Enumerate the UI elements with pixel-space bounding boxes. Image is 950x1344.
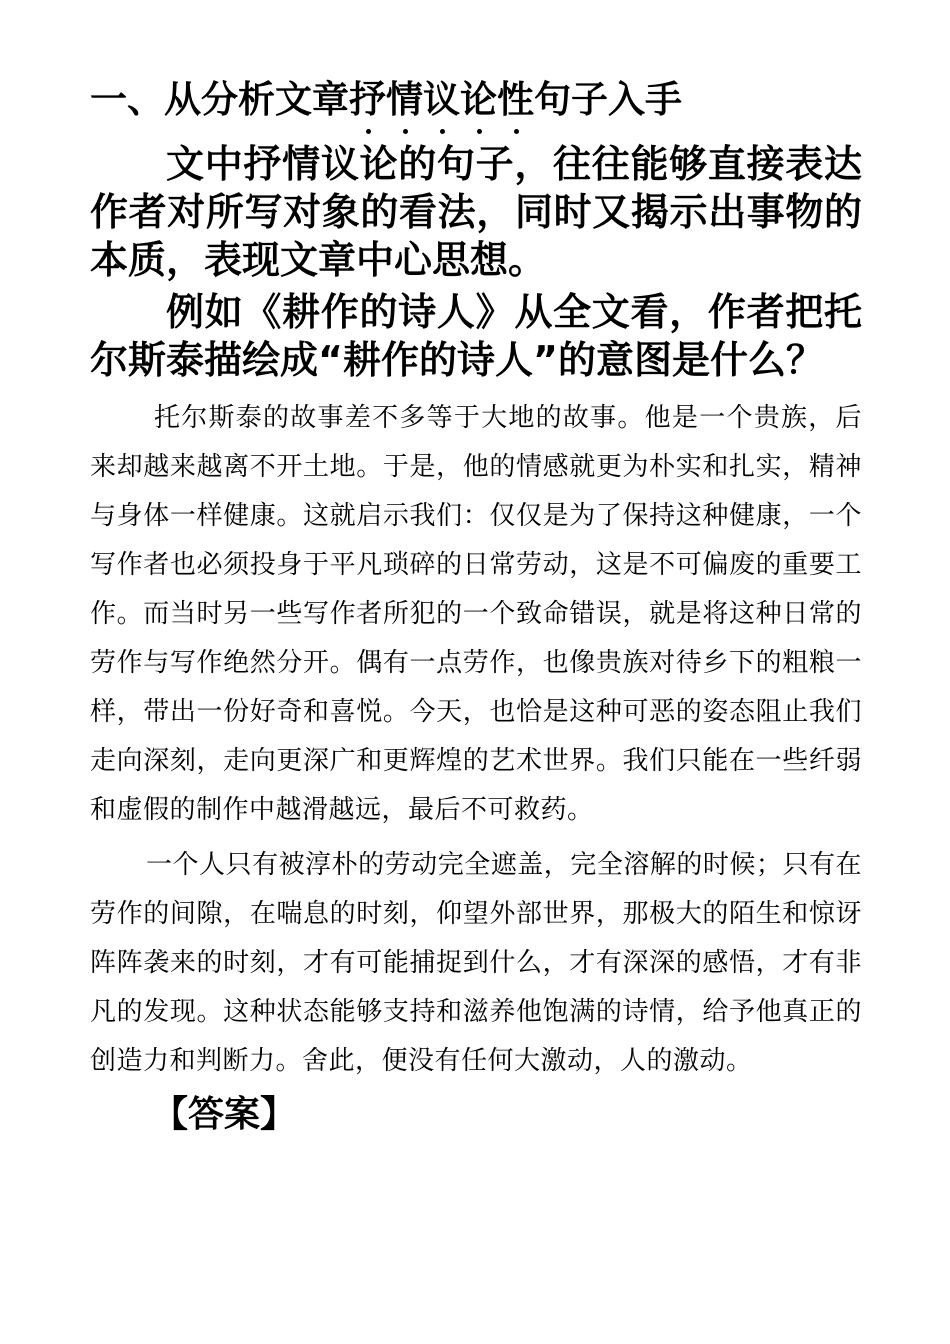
emphasis-char: 性 <box>497 74 534 126</box>
emphasis-char: 情 <box>386 74 423 126</box>
section-title-suffix: 句子入手 <box>534 78 682 121</box>
passage-paragraph: 一个人只有被淳朴的劳动完全遮盖，完全溶解的时候；只有在劳作的间隙，在喘息的时刻，仰望外部世界，那极大的陌生和惊讶阵阵袭来的时刻，才有可能捕捉到什么，才有深深的感悟，才有非凡的发现。这种状态能够支持和滋养他饱满的诗情，给予他真正的创造力和判断力。舍此，便没有任何大激动，人的激动。 <box>90 850 862 1076</box>
emphasis-char: 议 <box>423 74 460 126</box>
emphasis-char: 论 <box>460 74 497 126</box>
intro-paragraph: 文中抒情议论的句子，往往能够直接表达作者对所写对象的看法，同时又揭示出事物的本质，表现文章中心思想。 <box>90 142 862 282</box>
emphasis-char: 抒 <box>349 74 386 126</box>
passage-paragraph: 托尔斯泰的故事差不多等于大地的故事。他是一个贵族，后来却越来越离不开土地。于是，他的情感就更为朴实和扎实，精神与身体一样健康。这就启示我们：仅仅是为了保持这种健康，一个写作者也必须投身于平凡琐碎的日常劳动，这是不可偏废的重要工作。而当时另一些写作者所犯的一个致命错误，就是将这种日常的劳作与写作绝然分开。偶有一点劳作，也像贵族对待乡下的粗粮一样，带出一份好奇和喜悦。今天，也恰是这种可恶的姿态阻止我们走向深刻，走向更深广和更辉煌的艺术世界。我们只能在一些纤弱和虚假的制作中越滑越远，最后不可救药。 <box>90 403 862 825</box>
section-title <box>90 74 862 126</box>
answer-label: 【答案】 <box>152 1094 297 1135</box>
document-page <box>90 74 862 1140</box>
section-title-prefix: 一、从分析文章 <box>90 78 349 121</box>
question-paragraph: 例如《耕作的诗人》从全文看，作者把托尔斯泰描绘成“耕作的诗人”的意图是什么？ <box>90 290 862 382</box>
